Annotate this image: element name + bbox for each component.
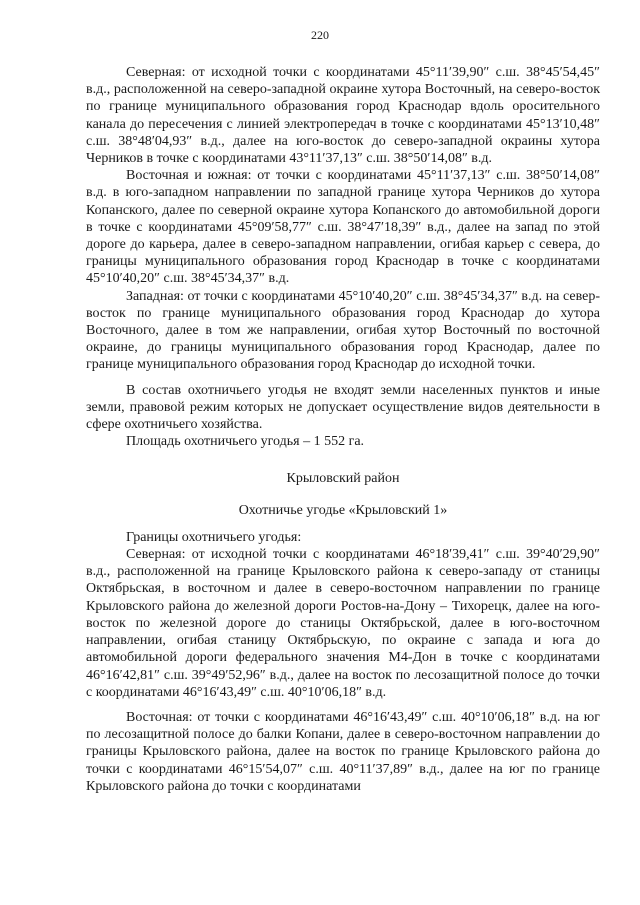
paragraph-east-south-boundary: Восточная и южная: от точки с координатами 45°11′37,13″ с.ш. 38°50′14,08″ в.д. в юго-западном направлении по западной границе хутора Черников до хутора Копанского, далее по северной окраине хутора Копанского до автомобильной дороги в точке с координатами 45°09′58,77″ с.ш. 38°47′18,39″ в.д., далее на запад по этой дороге до карьера, далее в северо-западном направлении, огибая карьер с севера, до границы муниципального образования город Краснодар в точке с координатами 45°10′40,20″ с.ш. 38°45′34,37″ в.д. xyxy=(86,168,600,287)
hunting-area-heading: Охотничье угодье «Крыловский 1» xyxy=(238,502,448,518)
paragraph-north-boundary: Северная: от исходной точки с координатами 45°11′39,90″ с.ш. 38°45′54,45″ в.д., расположенной на северо-западной окраине хутора Восточный, на северо-восток по границе муниципального образования город Краснодар вдоль оросительного канала до пересечения с линией электропередач в точке с координатами 45°13′10,48″ с.ш. 38°48′04,93″ в.д., далее на юго-восток до северо-западной окраины хутора Черников в точке с координатами 43°11′37,13″ с.ш. 38°50′14,08″ в.д. xyxy=(86,65,600,167)
document-body xyxy=(86,64,600,795)
paragraph-west-boundary: Западная: от точки с координатами 45°10′40,20″ с.ш. 38°45′34,37″ в.д. на север-восток по границе муниципального образования город Краснодар до хутора Восточного, далее в том же направлении, огибая хутор Восточный по восточной окраине, до границы муниципального образования город Краснодар, далее по границе муниципального образования город Краснодар до исходной точки. xyxy=(86,288,600,373)
paragraph-excluded-lands: В состав охотничьего угодья не входят земли населенных пунктов и иные земли, правовой режим которых не допускает осуществление видов деятельности в сфере охотничьего хозяйства. xyxy=(86,382,600,433)
paragraph-krylovsky-east-boundary: Восточная: от точки с координатами 46°16′43,49″ с.ш. 40°10′06,18″ в.д. на юг по лесозащитной полосе до балки Копани, далее в северо-восточном направлении до границы Крыловского района, далее на восток по границе Крыловского района до точки с координатами 46°15′54,07″ с.ш. 40°11′37,89″ в.д., далее на юг по границе Крыловского района до точки с координатами xyxy=(86,709,600,794)
paragraph-boundaries-intro: Границы охотничьего угодья: xyxy=(126,529,302,545)
paragraph-area: Площадь охотничьего угодья – 1 552 га. xyxy=(126,434,365,450)
paragraph-krylovsky-north-boundary: Северная: от исходной точки с координатами 46°18′39,41″ с.ш. 39°40′29,90″ в.д., расположенной на границе Крыловского района к северо-западу от станицы Октябрьская, в восточном и далее в северо-восточном направлении по границе Крыловского района до железной дороги Ростов-на-Дону – Тихорецк, далее на юго-восток по железной дороге до станицы Октябрьской, далее в юго-восточном направлении, огибая станицу Октябрьскую, по окраине с запада и юга до автомобильной дороги федерального значения М4-Дон в точке с координатами 46°16′42,81″ с.ш. 39°49′52,96″ в.д., далее на восток по лесозащитной полосе до точки с координатами 46°16′43,49″ с.ш. 40°10′06,18″ в.д. xyxy=(86,547,600,700)
page-number: 220 xyxy=(311,28,329,42)
district-heading: Крыловский район xyxy=(286,471,400,487)
